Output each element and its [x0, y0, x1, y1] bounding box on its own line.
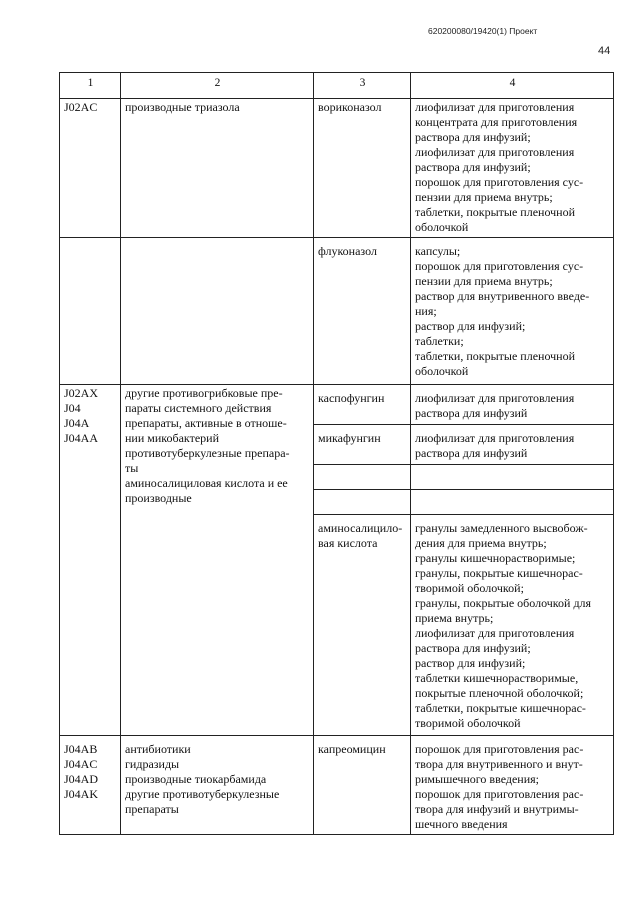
dosage-forms-cell [411, 99, 614, 238]
cell-text-line: раствора для инфузий; [415, 130, 531, 144]
cell-text-line: порошок для приготовления сус- [415, 175, 584, 189]
cell-text-line: порошок для приготовления сус- [415, 259, 584, 273]
cell-text-line: аминосалициловая кислота и ее [125, 476, 288, 490]
cell-text-line: приема внутрь; [415, 611, 494, 625]
cell-text-line: препараты [125, 802, 179, 816]
cell-text-line: вориконазол [318, 100, 382, 114]
cell-text-line: J04AD [64, 772, 99, 786]
cell-text-line: порошок для приготовления рас- [415, 787, 584, 801]
cell-text-line: J04AA [64, 431, 99, 445]
page-number: 44 [598, 45, 611, 57]
dosage-forms-cell [411, 238, 614, 385]
cell-text-line: твора для внутривенного и внут- [415, 757, 583, 771]
cell-text-line: творимой оболочкой [415, 716, 521, 730]
cell-text-line: оболочкой [415, 364, 469, 378]
cell-text-line: лиофилизат для приготовления [415, 626, 575, 640]
cell-text-line: J04A [64, 416, 90, 430]
cell-text-line: оболочкой [415, 220, 469, 234]
group-name-cell [121, 99, 314, 238]
cell-text-line: аминосалицило- [318, 521, 403, 535]
cell-text-line: J04AK [64, 787, 99, 801]
cell-text-line: таблетки; [415, 334, 464, 348]
group-name-cell [121, 385, 314, 736]
dosage-forms-cell [411, 425, 614, 465]
group-name-cell [121, 736, 314, 835]
cell-text-line: покрытые пленочной оболочкой; [415, 686, 584, 700]
cell-text-line: творимой оболочкой; [415, 581, 524, 595]
cell-text-line: лиофилизат для приготовления [415, 100, 575, 114]
cell-text-line: лиофилизат для приготовления [415, 145, 575, 159]
cell-text-line: гранулы кишечнорастворимые; [415, 551, 576, 565]
cell-text-line: параты системного действия [125, 401, 272, 415]
drug-name-cell [314, 515, 411, 736]
cell-text-line: шечного введения [415, 817, 508, 831]
drug-name-cell [314, 736, 411, 835]
cell-text-line: каспофунгин [318, 391, 385, 405]
table-row [60, 736, 614, 835]
cell-text-line: пензии для приема внутрь; [415, 274, 553, 288]
cell-text-line: раствор для инфузий; [415, 319, 526, 333]
cell-text-line: другие противогрибковые пре- [125, 386, 283, 400]
cell-text-line: раствор для инфузий; [415, 656, 526, 670]
atc-code-cell [60, 238, 121, 385]
drug-name-cell [314, 425, 411, 465]
document-id: 620200080/19420(1) Проект [428, 26, 538, 36]
cell-text-line: J04AB [64, 742, 98, 756]
cell-text-line: дения для приема внутрь; [415, 536, 547, 550]
atc-code-cell [60, 385, 121, 736]
cell-text-line: флуконазол [318, 244, 377, 258]
cell-text-line: раствора для инфузий; [415, 160, 531, 174]
cell-text-line: таблетки, покрытые пленочной [415, 205, 576, 219]
drug-name-cell [314, 238, 411, 385]
cell-text-line: производные триазола [125, 100, 240, 114]
cell-text-line: раствора для инфузий; [415, 641, 531, 655]
cell-text-line: таблетки кишечнорастворимые, [415, 671, 579, 685]
dosage-forms-cell [411, 385, 614, 425]
cell-text-line: капреомицин [318, 742, 386, 756]
cell-text-line: таблетки, покрытые пленочной [415, 349, 576, 363]
drug-name-cell [314, 99, 411, 238]
cell-text-line: производные [125, 491, 192, 505]
cell-text-line: гранулы, покрытые оболочкой для [415, 596, 592, 610]
table-row [60, 99, 614, 238]
cell-text-line: концентрата для приготовления [415, 115, 578, 129]
dosage-forms-cell [411, 515, 614, 736]
column-header: 4 [411, 73, 614, 99]
cell-text-line: гранулы, покрытые кишечнорас- [415, 566, 583, 580]
cell-text-line: капсулы; [415, 244, 461, 258]
group-name-cell [121, 238, 314, 385]
dosage-forms-cell [411, 736, 614, 835]
cell-text-line: лиофилизат для приготовления [415, 391, 575, 405]
cell-text-line: вая кислота [318, 536, 378, 550]
cell-text-line: гидразиды [125, 757, 180, 771]
table-row [60, 385, 614, 425]
atc-code-cell [60, 99, 121, 238]
cell-text-line: нии микобактерий [125, 431, 220, 445]
drug-name-cell [314, 490, 411, 515]
cell-text-line: J02AX [64, 386, 99, 400]
cell-text-line: раствор для внутривенного введе- [415, 289, 590, 303]
dosage-forms-cell [411, 465, 614, 490]
column-header-row [60, 73, 614, 99]
column-header: 2 [121, 73, 314, 99]
cell-text-line: препараты, активные в отноше- [125, 416, 287, 430]
cell-text-line: J02AC [64, 100, 98, 114]
dosage-forms-cell [411, 490, 614, 515]
cell-text-line: микафунгин [318, 431, 381, 445]
cell-text-line: производные тиокарбамида [125, 772, 267, 786]
cell-text-line: твора для инфузий и внутримы- [415, 802, 579, 816]
cell-text-line: другие противотуберкулезные [125, 787, 280, 801]
cell-text-line: антибиотики [125, 742, 191, 756]
table-row [60, 238, 614, 385]
cell-text-line: раствора для инфузий [415, 446, 528, 460]
cell-text-line: J04 [64, 401, 81, 415]
cell-text-line: ния; [415, 304, 437, 318]
cell-text-line: пензии для приема внутрь; [415, 190, 553, 204]
drug-name-cell [314, 465, 411, 490]
cell-text-line: порошок для приготовления рас- [415, 742, 584, 756]
atc-code-cell [60, 736, 121, 835]
drug-table [59, 72, 614, 835]
cell-text-line: римышечного введения; [415, 772, 539, 786]
column-header: 3 [314, 73, 411, 99]
drug-name-cell [314, 385, 411, 425]
cell-text-line: гранулы замедленного высвобож- [415, 521, 588, 535]
cell-text-line: ты [125, 461, 139, 475]
cell-text-line: лиофилизат для приготовления [415, 431, 575, 445]
cell-text-line: таблетки, покрытые кишечнорас- [415, 701, 586, 715]
cell-text-line: раствора для инфузий [415, 406, 528, 420]
cell-text-line: противотуберкулезные препара- [125, 446, 290, 460]
column-header: 1 [60, 73, 121, 99]
cell-text-line: J04AC [64, 757, 98, 771]
